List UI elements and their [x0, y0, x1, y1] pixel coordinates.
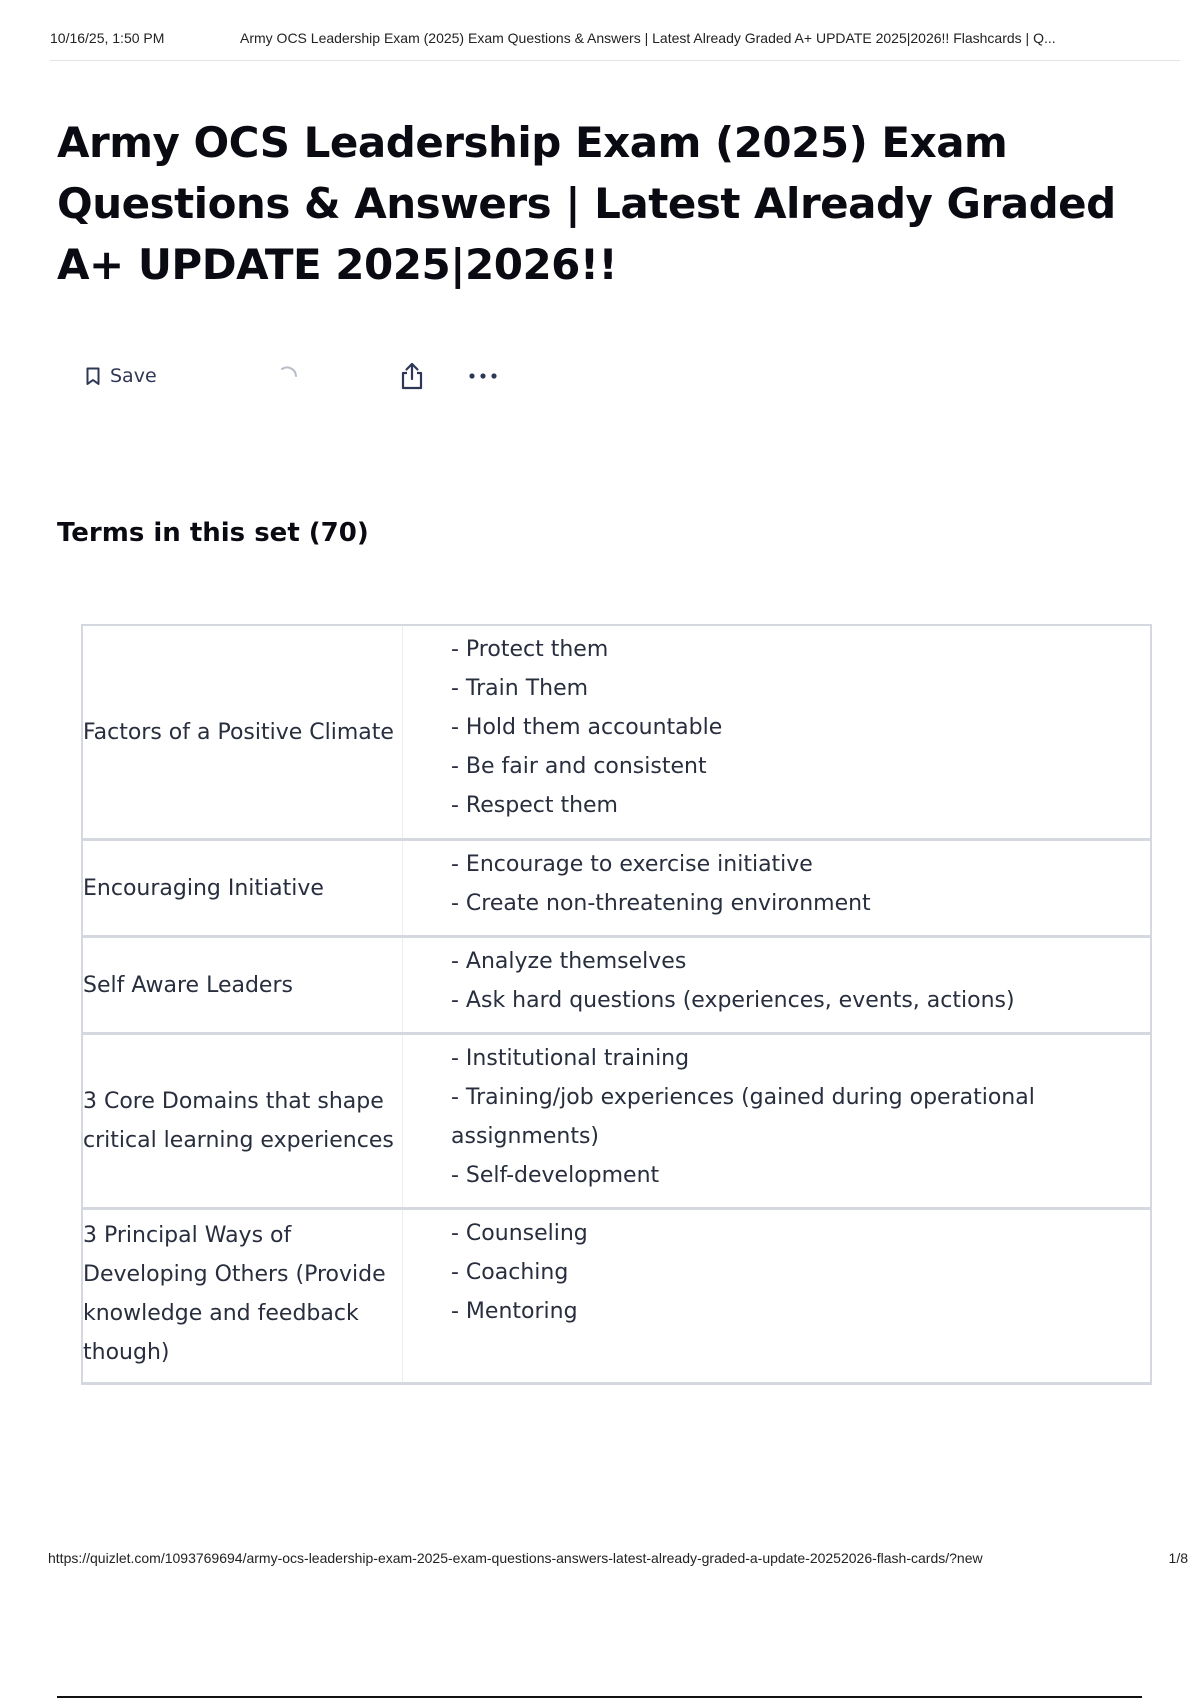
definition-line: - Be fair and consistent: [451, 754, 707, 779]
table-row: [83, 1210, 1150, 1385]
definition-cell: [403, 938, 1150, 1032]
page-divider: [57, 1696, 1142, 1698]
definition-cell: [403, 626, 1150, 838]
definition-line: - Coaching: [451, 1260, 569, 1285]
term-cell: Self Aware Leaders: [83, 938, 403, 1032]
definition-line: - Create non-threatening environment: [451, 891, 871, 916]
print-datetime: 10/16/25, 1:50 PM: [50, 30, 165, 46]
definition-line: - Encourage to exercise initiative: [451, 852, 813, 877]
save-button[interactable]: [86, 358, 157, 394]
definition-line: - Train Them: [451, 676, 589, 701]
page-number: 1/8: [1168, 1550, 1188, 1566]
print-url: https://quizlet.com/1093769694/army-ocs-leadership-exam-2025-exam-questions-answers-latest-already-graded-a-update-20252026-flash-cards/?new: [48, 1550, 983, 1566]
save-label: Save: [110, 365, 157, 387]
definition-line: - Ask hard questions (experiences, events, actions): [451, 988, 1015, 1013]
print-header: [50, 30, 1180, 61]
set-toolbar: [86, 358, 586, 394]
table-row: [83, 1035, 1150, 1210]
definition-line: - Self-development: [451, 1163, 660, 1188]
bookmark-icon: [86, 367, 100, 386]
definition-line: - Training/job experiences (gained during operational assignments): [451, 1085, 1035, 1149]
print-doc-title: Army OCS Leadership Exam (2025) Exam Questions & Answers | Latest Already Graded A+ UPDATE 2025|2026!! Flashcards | Q...: [240, 30, 1056, 46]
more-options-button[interactable]: [466, 360, 500, 392]
definition-cell: [403, 1035, 1150, 1207]
loading-spinner-icon: [276, 364, 300, 388]
term-cell: Factors of a Positive Climate: [83, 626, 403, 838]
term-cell: Encouraging Initiative: [83, 841, 403, 935]
terms-heading: Terms in this set (70): [57, 518, 369, 548]
table-row: [83, 626, 1150, 841]
definition-line: - Respect them: [451, 793, 618, 818]
print-footer: [48, 1550, 1188, 1570]
definition-line: - Analyze themselves: [451, 949, 687, 974]
definition-line: - Protect them: [451, 637, 609, 662]
definition-line: - Mentoring: [451, 1299, 578, 1324]
terms-table: [81, 624, 1152, 1385]
term-cell: 3 Core Domains that shape critical learning experiences: [83, 1035, 403, 1207]
definition-line: - Hold them accountable: [451, 715, 723, 740]
definition-line: - Institutional training: [451, 1046, 690, 1071]
definition-cell: [403, 1210, 1150, 1382]
more-options-icon: [466, 360, 500, 392]
definition-line: - Counseling: [451, 1221, 588, 1246]
share-icon: [396, 360, 428, 392]
page-title: Army OCS Leadership Exam (2025) Exam Questions & Answers | Latest Already Graded A+ UPDATE 2025|2026!!: [57, 118, 1116, 289]
table-row: [83, 841, 1150, 938]
share-button[interactable]: [396, 360, 428, 392]
term-cell: 3 Principal Ways of Developing Others (Provide knowledge and feedback though): [83, 1210, 403, 1382]
table-row: [83, 938, 1150, 1035]
definition-cell: [403, 841, 1150, 935]
